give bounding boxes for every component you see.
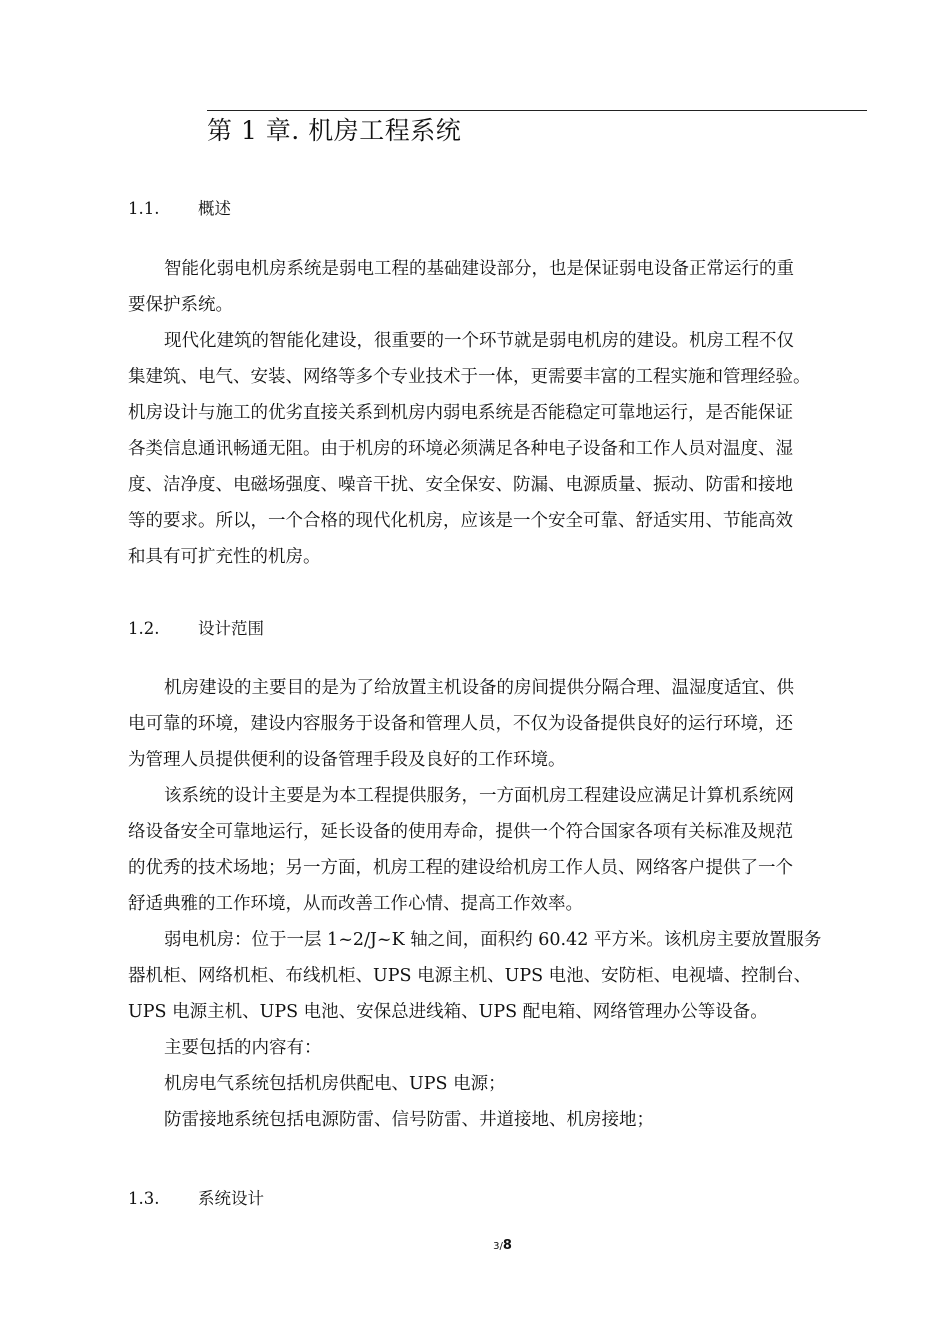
paragraph-line: 器机柜、网络机柜、布线机柜、UPS 电源主机、UPS 电池、安防柜、电视墙、控制台、: [128, 966, 812, 986]
section-number: 1.2.: [128, 619, 160, 638]
paragraph-line: 电可靠的环境，建设内容服务于设备和管理人员，不仅为设备提供良好的运行环境，还: [128, 714, 793, 734]
section-heading-1-3: [128, 1187, 264, 1211]
paragraph-line: 要保护系统。: [128, 295, 233, 315]
paragraph-scope-2: [128, 778, 888, 922]
paragraph-line: 度、洁净度、电磁场强度、噪音干扰、安全保安、防漏、电源质量、振动、防雷和接地: [128, 475, 793, 495]
paragraph-line: 各类信息通讯畅通无阻。由于机房的环境必须满足各种电子设备和工作人员对温度、湿: [128, 439, 793, 459]
paragraph-line: 络设备安全可靠地运行，延长设备的使用寿命，提供一个符合国家各项有关标准及规范: [128, 822, 793, 842]
paragraph-line: 集建筑、电气、安装、网络等多个专业技术于一体，更需要丰富的工程实施和管理经验。: [128, 367, 811, 387]
chapter-title: 第 1 章. 机房工程系统: [207, 116, 462, 145]
section-number: 1.1.: [128, 199, 160, 218]
paragraph-scope-6: [128, 1102, 888, 1138]
section-heading-1-1: [128, 197, 231, 221]
paragraph-scope-3: [128, 922, 888, 1030]
header-rule: [207, 110, 867, 111]
paragraph-line: 智能化弱电机房系统是弱电工程的基础建设部分，也是保证弱电设备正常运行的重: [164, 259, 794, 279]
paragraph-line: 机房建设的主要目的是为了给放置主机设备的房间提供分隔合理、温湿度适宜、供: [164, 678, 794, 698]
paragraph-overview-1: [128, 251, 888, 323]
paragraph-line: 弱电机房：位于一层 1~2/J~K 轴之间，面积约 60.42 平方米。该机房主要放置服务: [164, 930, 822, 950]
paragraph-line: 防雷接地系统包括电源防雷、信号防雷、井道接地、机房接地；: [164, 1110, 654, 1130]
paragraph-line: 的优秀的技术场地；另一方面，机房工程的建设给机房工作人员、网络客户提供了一个: [128, 858, 793, 878]
page-number-total: 8: [502, 1238, 512, 1253]
section-heading-1-2: [128, 617, 264, 641]
paragraph-line: 等的要求。所以，一个合格的现代化机房，应该是一个安全可靠、舒适实用、节能高效: [128, 511, 793, 531]
section-title: 概述: [198, 199, 231, 218]
section-title: 设计范围: [198, 619, 264, 638]
page-number: [0, 1236, 950, 1257]
paragraph-scope-1: [128, 670, 888, 778]
paragraph-line: 机房设计与施工的优劣直接关系到机房内弱电系统是否能稳定可靠地运行，是否能保证: [128, 403, 793, 423]
section-title: 系统设计: [198, 1189, 264, 1208]
paragraph-line: 现代化建筑的智能化建设，很重要的一个环节就是弱电机房的建设。机房工程不仅: [164, 331, 794, 351]
paragraph-overview-2: [128, 323, 888, 575]
paragraph-line: UPS 电源主机、UPS 电池、安保总进线箱、UPS 配电箱、网络管理办公等设备。: [128, 1002, 768, 1022]
section-number: 1.3.: [128, 1189, 160, 1208]
paragraph-line: 主要包括的内容有：: [164, 1038, 322, 1058]
paragraph-line: 该系统的设计主要是为本工程提供服务，一方面机房工程建设应满足计算机系统网: [164, 786, 794, 806]
paragraph-line: 机房电气系统包括机房供配电、UPS 电源；: [164, 1074, 506, 1094]
paragraph-line: 和具有可扩充性的机房。: [128, 547, 321, 567]
paragraph-scope-5: [128, 1066, 888, 1102]
paragraph-line: 舒适典雅的工作环境，从而改善工作心情、提高工作效率。: [128, 894, 583, 914]
page-number-current: 3/: [493, 1241, 503, 1252]
paragraph-scope-4: [128, 1030, 888, 1066]
paragraph-line: 为管理人员提供便利的设备管理手段及良好的工作环境。: [128, 750, 566, 770]
